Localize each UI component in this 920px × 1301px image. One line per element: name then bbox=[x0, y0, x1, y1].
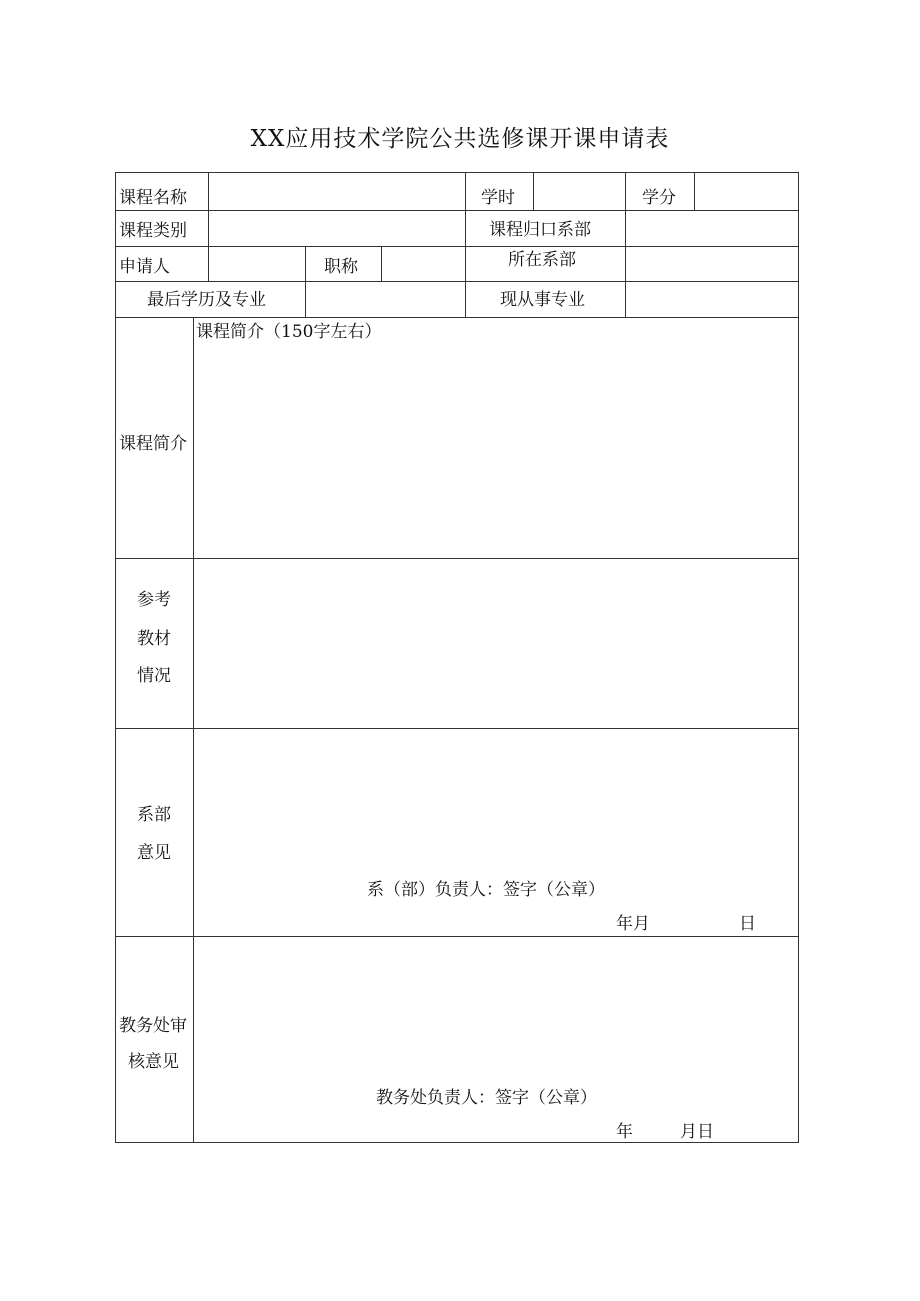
textbook-label-line2: 教材 bbox=[137, 629, 171, 649]
home-department-field[interactable] bbox=[626, 211, 798, 245]
course-type-label: 课程类别 bbox=[119, 221, 187, 241]
dept-opinion-field[interactable] bbox=[194, 729, 798, 869]
applicant-label: 申请人 bbox=[119, 257, 170, 277]
dept-date-day: 日 bbox=[739, 914, 756, 934]
course-type-field[interactable] bbox=[209, 211, 464, 245]
dept-opinion-label-line1: 系部 bbox=[137, 805, 171, 825]
hours-field[interactable] bbox=[534, 173, 624, 209]
office-opinion-label-line2: 核意见 bbox=[128, 1052, 179, 1072]
office-date-month-day: 月日 bbox=[680, 1122, 714, 1142]
form-title: XX应用技术学院公共选修课开课申请表 bbox=[250, 126, 670, 152]
credits-field[interactable] bbox=[695, 173, 798, 209]
office-date-year: 年 bbox=[616, 1122, 633, 1142]
textbook-label-line1: 参考 bbox=[137, 590, 171, 610]
home-department-label: 课程归口系部 bbox=[489, 220, 591, 240]
textbook-label-line3: 情况 bbox=[137, 666, 171, 686]
dept-date-year-month: 年月 bbox=[616, 914, 650, 934]
department-label: 所在系部 bbox=[508, 250, 576, 270]
education-major-label: 最后学历及专业 bbox=[147, 290, 266, 310]
course-intro-hint: 课程简介（150字左右） bbox=[196, 322, 382, 342]
current-major-field[interactable] bbox=[626, 282, 798, 316]
dept-opinion-label-line2: 意见 bbox=[137, 843, 171, 863]
course-intro-field[interactable] bbox=[194, 345, 798, 557]
current-major-label: 现从事专业 bbox=[500, 290, 585, 310]
office-opinion-field[interactable] bbox=[194, 937, 798, 1077]
office-opinion-label-line1: 教务处审 bbox=[119, 1016, 187, 1036]
course-name-label: 课程名称 bbox=[119, 188, 187, 208]
education-major-field[interactable] bbox=[306, 282, 464, 316]
credits-label: 学分 bbox=[642, 188, 676, 208]
course-intro-label: 课程简介 bbox=[119, 434, 187, 454]
applicant-field[interactable] bbox=[209, 247, 304, 280]
row-divider bbox=[115, 317, 799, 318]
col-divider bbox=[465, 172, 466, 317]
job-title-field[interactable] bbox=[382, 247, 464, 280]
hours-label: 学时 bbox=[481, 188, 515, 208]
dept-signature-label: 系（部）负责人：签字（公章） bbox=[367, 880, 605, 900]
department-field[interactable] bbox=[626, 247, 798, 280]
office-signature-label: 教务处负责人：签字（公章） bbox=[376, 1088, 597, 1108]
textbook-field[interactable] bbox=[194, 559, 798, 727]
job-title-label: 职称 bbox=[324, 257, 358, 277]
course-name-field[interactable] bbox=[209, 173, 464, 209]
